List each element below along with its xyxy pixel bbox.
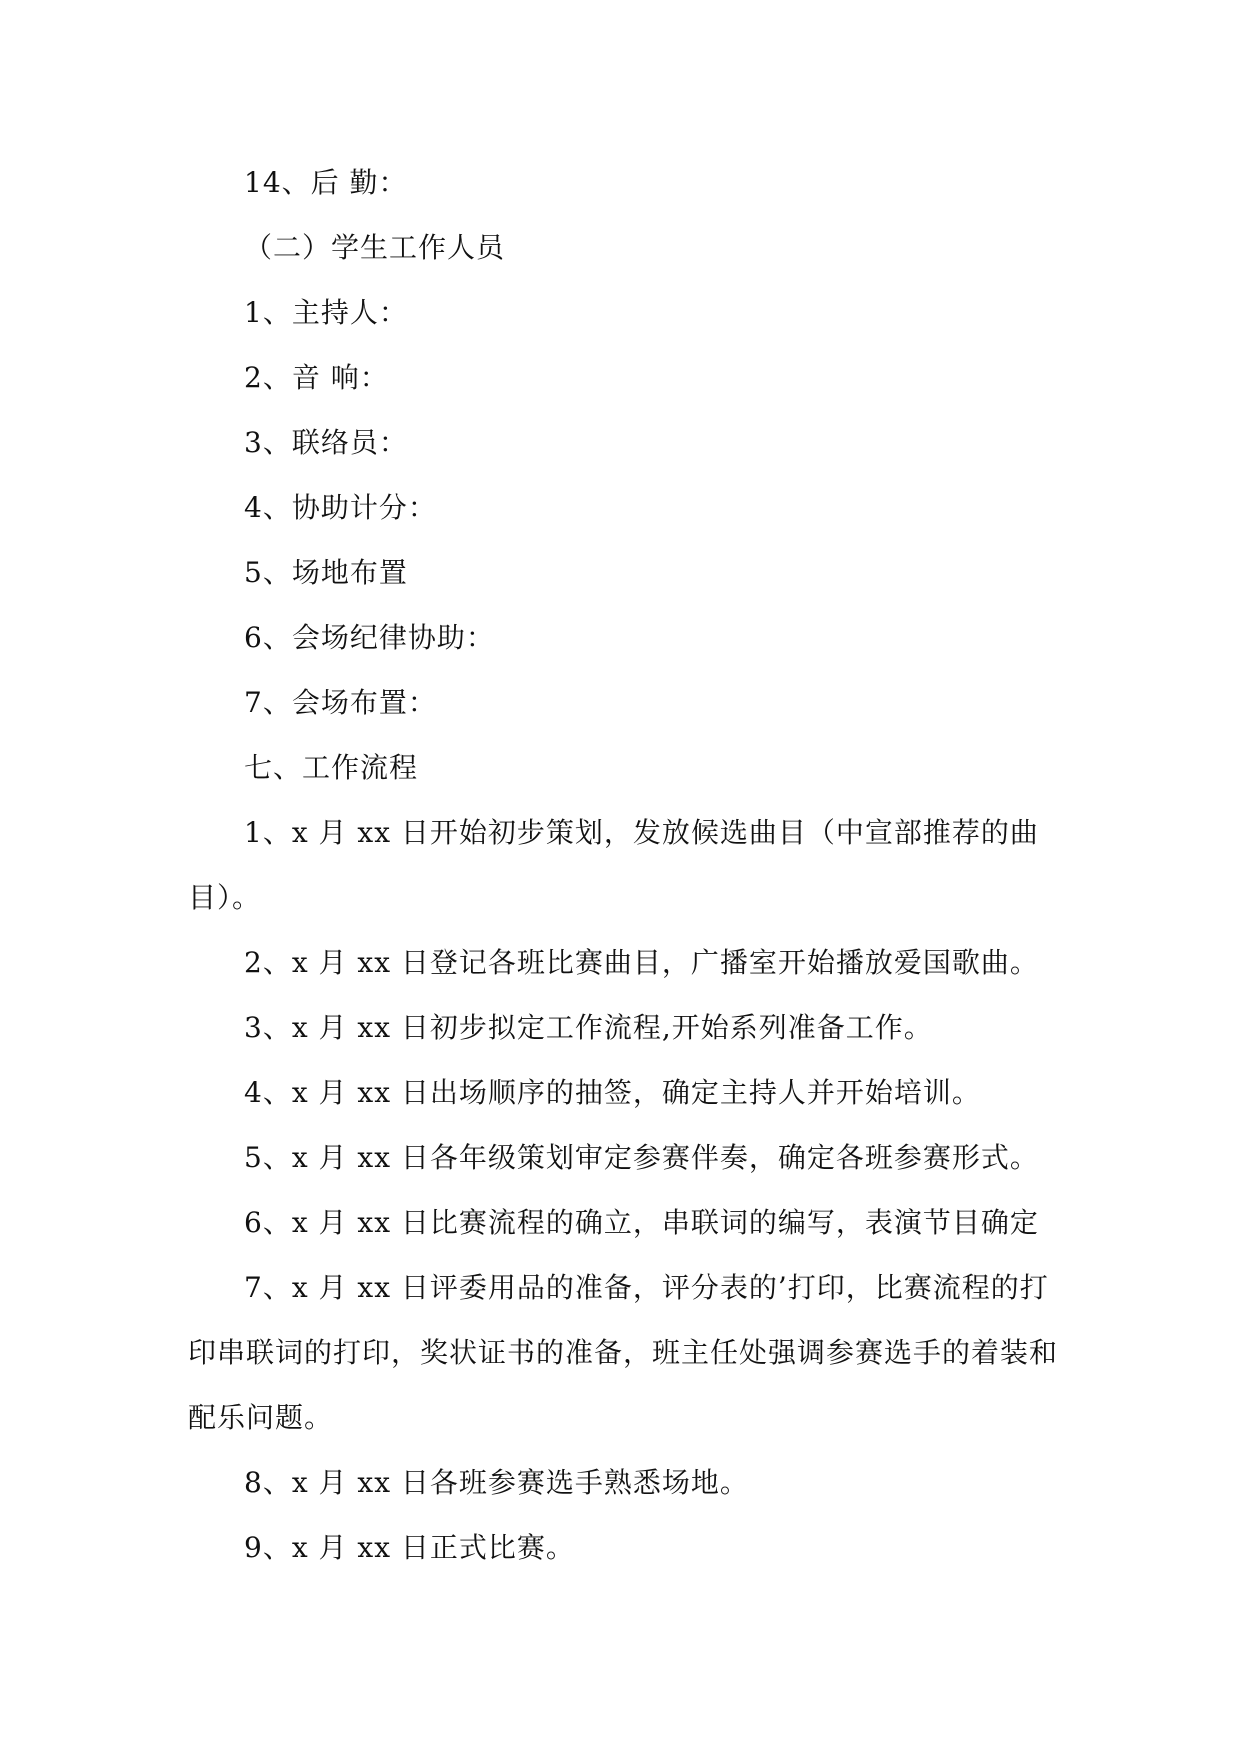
paragraph-venue-setup: 5、场地布置 [244,556,408,589]
heading-workflow: 七、工作流程 [244,751,419,784]
paragraph-scoring-assist: 4、协助计分： [244,491,437,524]
heading-student-staff: （二）学生工作人员 [244,231,506,264]
paragraph-liaison: 3、联络员： [244,426,408,459]
paragraph-step-9: 9、x 月 xx 日正式比赛。 [244,1531,575,1564]
paragraph-step-8: 8、x 月 xx 日各班参赛选手熟悉场地。 [244,1466,749,1499]
paragraph-step-4: 4、x 月 xx 日出场顺序的抽签，确定主持人并开始培训。 [244,1076,981,1109]
paragraph-hall-setup: 7、会场布置： [244,686,437,719]
paragraph-step-5: 5、x 月 xx 日各年级策划审定参赛伴奏，确定各班参赛形式。 [244,1141,1039,1174]
paragraph-sound: 2、音 响： [244,361,389,394]
paragraph-discipline: 6、会场纪律协助： [244,621,495,654]
paragraph-step-1: 1、x 月 xx 日开始初步策划，发放候选曲目（中宣部推荐的曲目）。 [188,816,1039,914]
paragraph-step-2: 2、x 月 xx 日登记各班比赛曲目，广播室开始播放爱国歌曲。 [244,946,1039,979]
paragraph-step-7: 7、x 月 xx 日评委用品的准备，评分表的’打印，比赛流程的打印串联词的打印，奖状证书的准备，班主任处强调参赛选手的着装和配乐问题。 [188,1271,1059,1434]
paragraph-host: 1、主持人： [244,296,408,329]
paragraph-step-3: 3、x 月 xx 日初步拟定工作流程,开始系列准备工作。 [244,1011,933,1044]
paragraph-step-6: 6、x 月 xx 日比赛流程的确立，串联词的编写，表演节目确定 [244,1206,1039,1239]
document-body [188,150,1058,1580]
paragraph-logistics: 14、后 勤： [244,166,408,199]
